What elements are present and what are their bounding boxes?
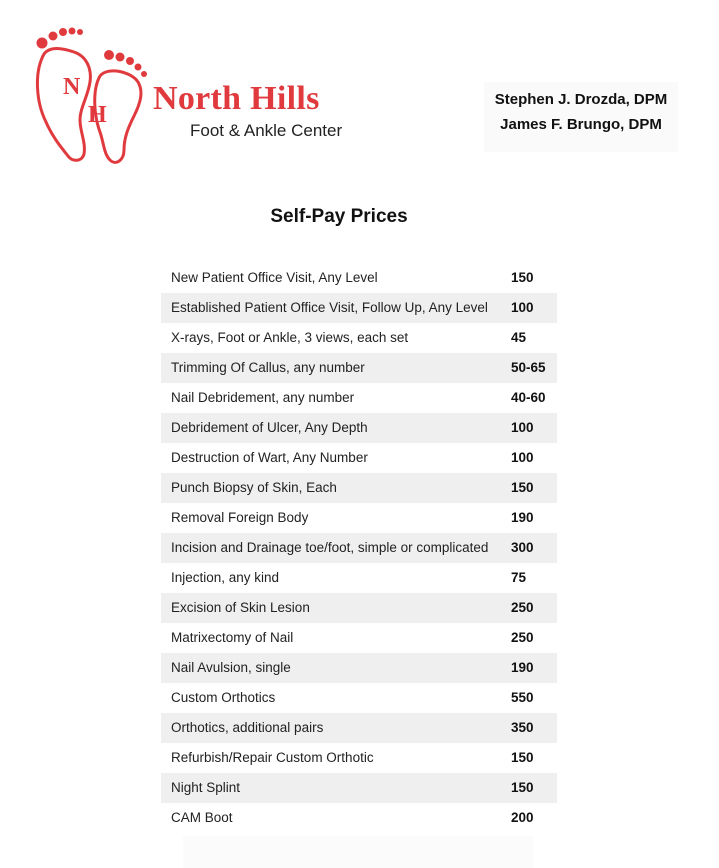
price-row [161,623,557,653]
price-row [161,263,557,293]
service-name: Destruction of Wart, Any Number [171,450,368,465]
service-price: 250 [511,630,534,645]
service-price: 40-60 [511,390,546,405]
price-row [161,293,557,323]
price-row [161,803,557,833]
price-row [161,353,557,383]
service-price: 150 [511,480,534,495]
service-name: Night Splint [171,780,241,795]
service-name: Refurbish/Repair Custom Orthotic [171,750,374,765]
service-name: Nail Debridement, any number [171,390,355,405]
price-row [161,533,557,563]
price-row [161,593,557,623]
doctors-block [484,82,678,152]
service-price: 100 [511,450,534,465]
service-name: Established Patient Office Visit, Follow Up, Any Level [171,300,488,315]
price-row [161,443,557,473]
service-price: 350 [511,720,534,735]
doctor-name: James F. Brungo, DPM [500,116,662,133]
service-price: 50-65 [511,360,546,375]
practice-subtitle: Foot & Ankle Center [190,121,343,140]
service-name: Incision and Drainage toe/foot, simple or complicated [171,540,489,555]
service-name: Injection, any kind [171,570,280,585]
price-table [161,263,557,833]
service-price: 45 [511,330,527,345]
price-row [161,773,557,803]
monogram-n: N [63,74,81,100]
price-row [161,503,557,533]
service-name: CAM Boot [171,810,233,825]
price-row [161,653,557,683]
service-name: Custom Orthotics [171,690,276,705]
service-name: Matrixectomy of Nail [171,630,294,645]
price-row [161,683,557,713]
service-price: 75 [511,570,527,585]
service-price: 550 [511,690,534,705]
service-name: New Patient Office Visit, Any Level [171,270,378,285]
service-name: Nail Avulsion, single [171,660,291,675]
service-price: 250 [511,600,534,615]
service-price: 300 [511,540,534,555]
service-price: 200 [511,810,534,825]
page-title: Self-Pay Prices [270,206,408,227]
monogram-h: H [88,102,107,128]
service-name: Orthotics, additional pairs [171,720,324,735]
price-row [161,563,557,593]
service-price: 190 [511,660,534,675]
doctor-name: Stephen J. Drozda, DPM [494,91,668,108]
feet-logo-icon [30,24,160,169]
service-price: 150 [511,270,534,285]
service-name: Excision of Skin Lesion [171,600,310,615]
price-row [161,743,557,773]
service-name: Punch Biopsy of Skin, Each [171,480,337,495]
price-row [161,383,557,413]
price-row [161,323,557,353]
service-name: X-rays, Foot or Ankle, 3 views, each set [171,330,409,345]
service-price: 100 [511,420,534,435]
service-name: Removal Foreign Body [171,510,309,525]
service-price: 150 [511,750,534,765]
practice-logo [30,24,360,169]
service-price: 190 [511,510,534,525]
price-row [161,713,557,743]
service-name: Trimming Of Callus, any number [171,360,365,375]
practice-name: North Hills [153,80,320,117]
footer-band [183,836,533,868]
price-row [161,473,557,503]
service-name: Debridement of Ulcer, Any Depth [171,420,368,435]
service-price: 100 [511,300,534,315]
price-row [161,413,557,443]
service-price: 150 [511,780,534,795]
